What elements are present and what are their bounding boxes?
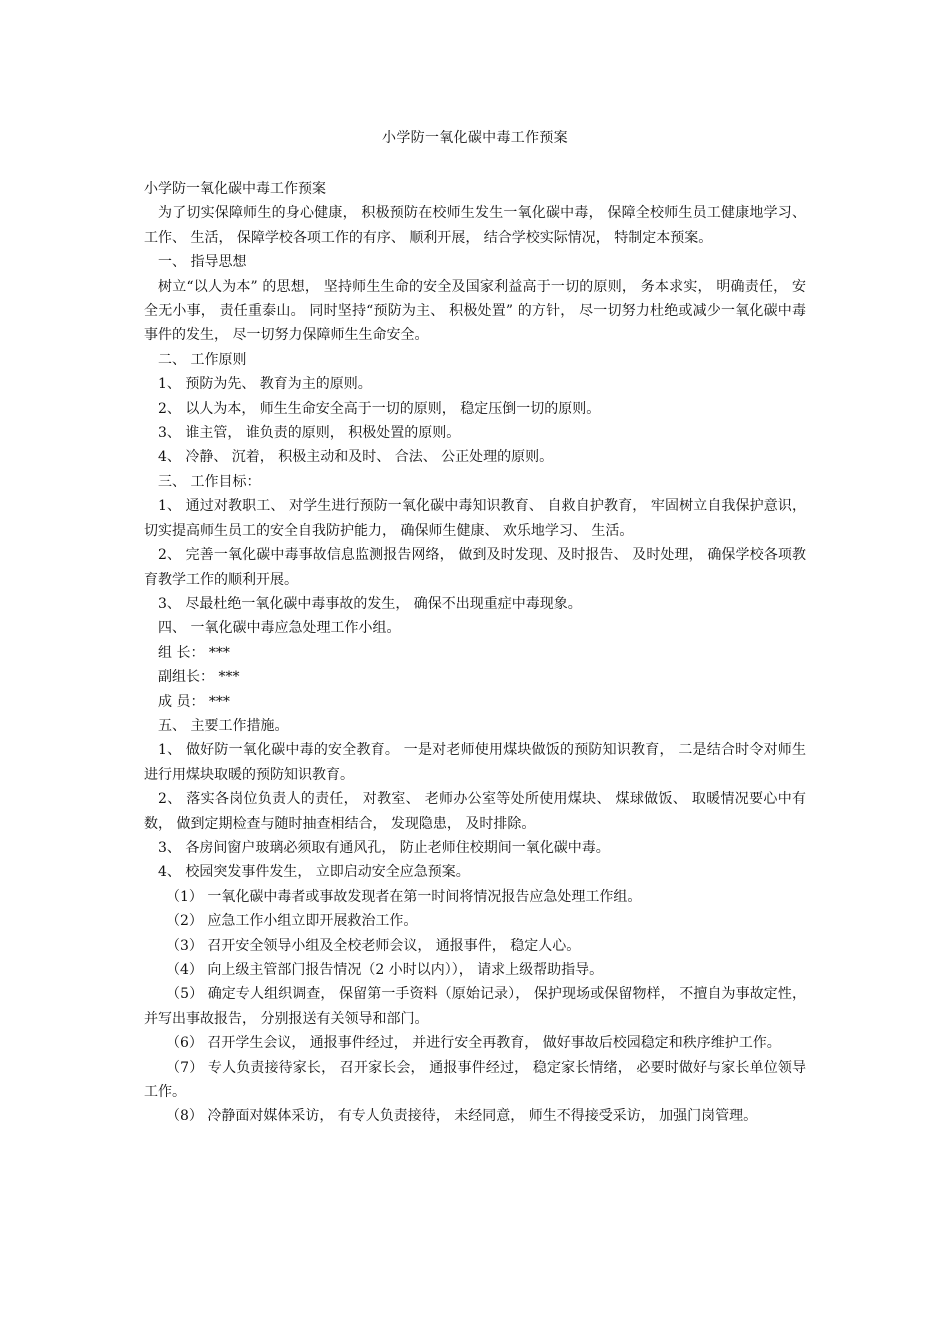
paragraph: 为了切实保障师生的身心健康， 积极预防在校师生发生一氧化碳中毒， 保障全校师生员工健康地学习、 工作、 生活， 保障学校各项工作的有序、 顺利开展， 结合学校实际情况， 特制定本预案。	[144, 205, 806, 246]
paragraph: （6） 召开学生会议， 通报事件经过， 并进行安全再教育， 做好事故后校园稳定和秩序维护工作。	[166, 1035, 781, 1052]
paragraph: 一、 指导思想	[158, 254, 247, 271]
paragraph: 组 长： ***	[158, 644, 230, 661]
paragraph: 三、 工作目标：	[158, 473, 261, 490]
paragraph: （4） 向上级主管部门报告情况（2 小时以内））， 请求上级帮助指导。	[166, 962, 604, 978]
paragraph: 副组长： ***	[158, 669, 240, 686]
paragraph: （3） 召开安全领导小组及全校老师会议， 通报事件， 稳定人心。	[166, 937, 581, 954]
paragraph: 树立“以人为本” 的思想， 坚持师生生命的安全及国家利益高于一切的原则， 务本求实， 明确责任， 安全无小事， 责任重泰山。 同时坚持“预防为主、 积极处置” 的方针， 尽一切努力杜绝或减少一氧化碳中毒事件的发生， 尽一切努力保障师生生命安全。	[144, 278, 806, 344]
paragraph: 2、 完善一氧化碳中毒事故信息监测报告网络， 做到及时发现、及时报告、 及时处理， 确保学校各项教育教学工作的顺利开展。	[144, 547, 806, 588]
paragraph: 3、 尽最杜绝一氧化碳中毒事故的发生， 确保不出现重症中毒现象。	[158, 595, 582, 612]
paragraph: 小学防一氧化碳中毒工作预案	[144, 181, 326, 197]
paragraph: 2、 以人为本， 师生生命安全高于一切的原则， 稳定压倒一切的原则。	[158, 400, 601, 417]
paragraph: 4、 冷静、 沉着， 积极主动和及时、 合法、 公正处理的原则。	[158, 449, 554, 466]
paragraph: 1、 做好防一氧化碳中毒的安全教育。 一是对老师使用煤块做饭的预防知识教育， 二是结合时令对师生进行用煤块取暖的预防知识教育。	[144, 742, 806, 783]
paragraph: 4、 校园突发事件发生， 立即启动安全应急预案。	[158, 864, 470, 881]
paragraph: 1、 通过对教职工、 对学生进行预防一氧化碳中毒知识教育、 自救自护教育， 牢固树立自我保护意识， 切实提高师生员工的安全自我防护能力， 确保师生健康、 欢乐地学习、 生活。	[144, 498, 806, 539]
paragraph: 3、 谁主管， 谁负责的原则， 积极处置的原则。	[158, 425, 461, 442]
paragraph: 四、 一氧化碳中毒应急处理工作小组。	[158, 620, 401, 637]
paragraph: 二、 工作原则	[158, 351, 247, 368]
paragraph: 2、 落实各岗位负责人的责任， 对教室、 老师办公室等处所使用煤块、 煤球做饭、 取暖情况要心中有数， 做到定期检查与随时抽查相结合， 发现隐患， 及时排除。	[144, 791, 806, 832]
paragraph: （8） 冷静面对媒体采访， 有专人负责接待， 未经同意， 师生不得接受采访， 加强门岗管理。	[166, 1108, 758, 1125]
paragraph: 成 员： ***	[158, 693, 230, 710]
paragraph: 3、 各房间窗户玻璃必须取有通风孔， 防止老师住校期间一氧化碳中毒。	[158, 839, 610, 856]
paragraph: （7） 专人负责接待家长， 召开家长会， 通报事件经过， 稳定家长情绪， 必要时做好与家长单位领导工作。	[144, 1059, 806, 1101]
paragraph: 五、 主要工作措施。	[158, 717, 289, 734]
paragraph: （1） 一氧化碳中毒者或事故发现者在第一时间将情况报告应急处理工作组。	[166, 888, 642, 905]
document-title: 小学防一氧化碳中毒工作预案	[382, 130, 568, 146]
document-body	[144, 177, 806, 1129]
paragraph: （5） 确定专人组织调查， 保留第一手资料（原始记录）， 保护现场或保留物样， 不擅自为事故定性， 并写出事故报告， 分别报送有关领导和部门。	[144, 986, 806, 1027]
paragraph: 1、 预防为先、 教育为主的原则。	[158, 376, 372, 393]
paragraph: （2） 应急工作小组立即开展救治工作。	[166, 913, 418, 930]
